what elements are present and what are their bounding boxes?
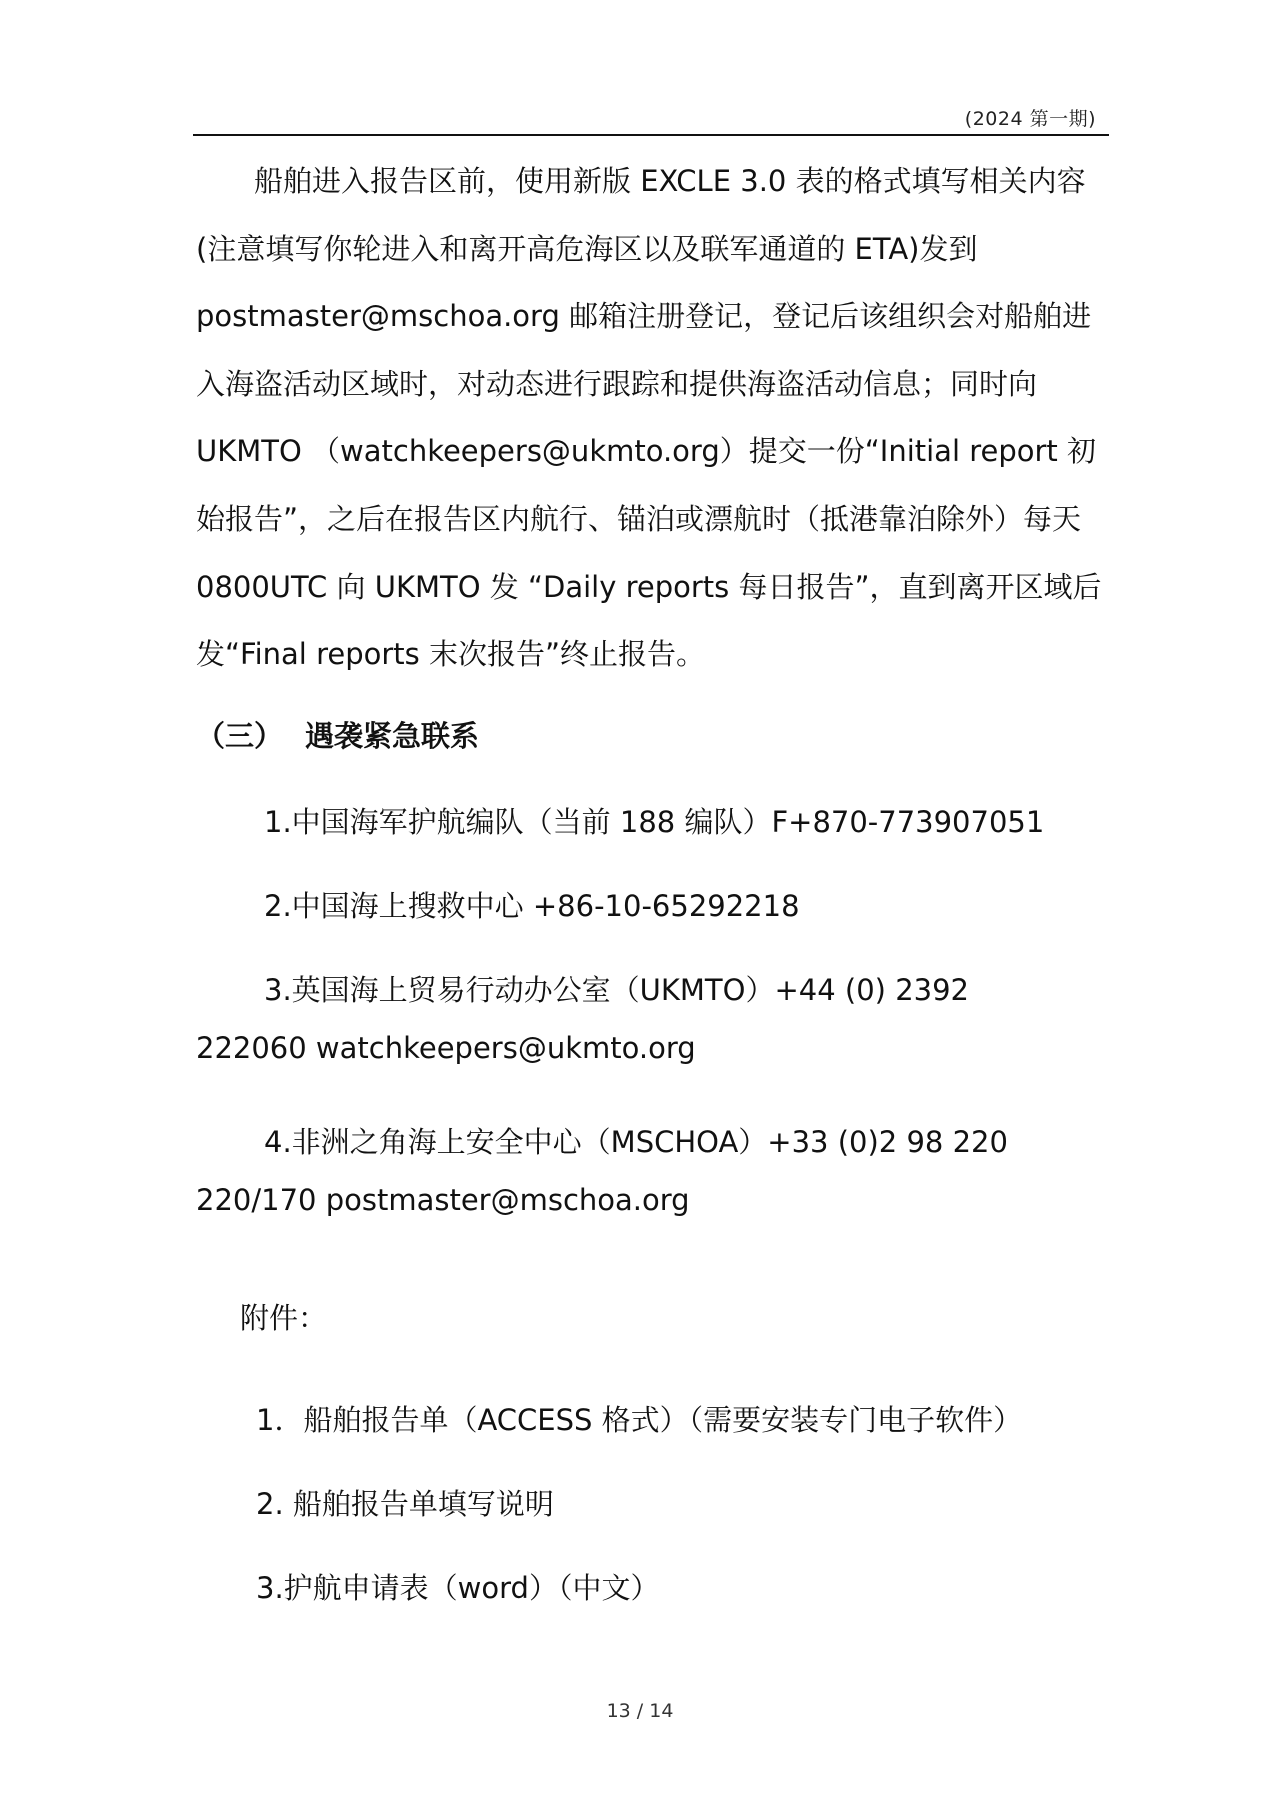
paragraph-line: UKMTO （watchkeepers@ukmto.org）提交一份“Initial report 初 xyxy=(196,434,1097,469)
contact-item xyxy=(196,968,969,1065)
contact-line-continued: 222060 watchkeepers@ukmto.org xyxy=(196,1031,696,1065)
paragraph-line: 入海盗活动区域时，对动态进行跟踪和提供海盗活动信息；同时向 xyxy=(196,366,1038,401)
contact-line: 3.英国海上贸易行动办公室（UKMTO）+44 (0) 2392 xyxy=(264,973,969,1007)
reporting-paragraph xyxy=(196,148,1106,689)
attachment-item: 1．船舶报告单（ACCESS 格式）（需要安装专门电子软件） xyxy=(256,1403,1023,1437)
contact-item xyxy=(196,884,800,925)
paragraph-line: 0800UTC 向 UKMTO 发 “Daily reports 每日报告”，直到离开区域后 xyxy=(196,569,1102,604)
attachment-item: 2. 船舶报告单填写说明 xyxy=(256,1487,554,1521)
page-number: 13 / 14 xyxy=(606,1700,674,1722)
section-heading xyxy=(196,714,479,755)
header-rule xyxy=(193,134,1109,136)
contact-line-continued: 220/170 postmaster@mschoa.org xyxy=(196,1183,690,1217)
contact-line: 4.非洲之角海上安全中心（MSCHOA）+33 (0)2 98 220 xyxy=(264,1125,1008,1159)
contact-line: 1.中国海军护航编队（当前 188 编队）F+870-773907051 xyxy=(264,805,1045,839)
contact-line: 2.中国海上搜救中心 +86-10-65292218 xyxy=(264,889,800,923)
attachment-item: 3.护航申请表（word）（中文） xyxy=(256,1571,660,1605)
paragraph-line: 始报告”，之后在报告区内航行、锚泊或漂航时（抵港靠泊除外）每天 xyxy=(196,501,1082,536)
attachments-label: 附件： xyxy=(240,1301,328,1335)
issue-header: (2024 第一期) xyxy=(964,108,1096,130)
contact-item xyxy=(196,1120,1008,1217)
paragraph-line: postmaster@mschoa.org 邮箱注册登记，登记后该组织会对船舶进 xyxy=(196,299,1092,334)
paragraph-line: 船舶进入报告区前，使用新版 EXCLE 3.0 表的格式填写相关内容 xyxy=(254,164,1086,198)
paragraph-line: 发“Final reports 末次报告”终止报告。 xyxy=(196,637,706,672)
contact-item xyxy=(196,800,1044,841)
section-number: （三） xyxy=(196,719,284,753)
paragraph-line: (注意填写你轮进入和离开高危海区以及联军通道的 ETA)发到 xyxy=(196,231,978,266)
section-title: 遇袭紧急联系 xyxy=(305,719,480,753)
